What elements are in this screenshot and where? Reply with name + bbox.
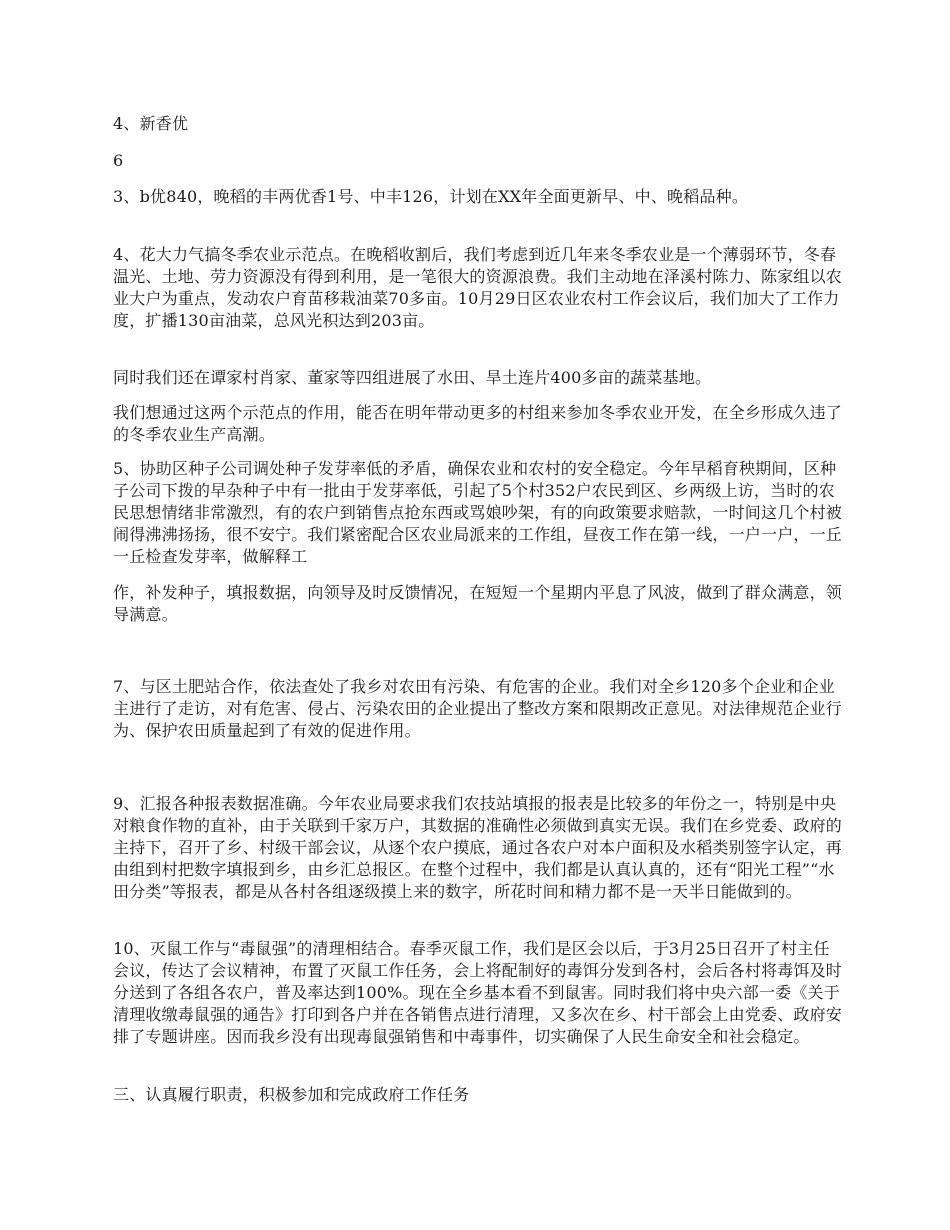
paragraph-rodent-control: 10、灭鼠工作与“毒鼠强”的清理相结合。春季灭鼠工作，我们是区会以后，于3月25日召开了村主任会议，传达了会议精神，布置了灭鼠工作任务，会上将配制好的毒饵分发到各村，会后各村将毒饵及时分送到了各组各农户，普及率达到100%。现在全乡基本看不到鼠害。同时我们将中央六部一委《关于清理收缴毒鼠强的通告》打印到各户并在各销售点进行清理，又多次在乡、村干部会上由党委、政府安排了专题讲座。因而我乡没有出现毒鼠强销售和中毒事件，切实确保了人民生命安全和社会稳定。: [113, 939, 843, 1046]
paragraph-report-accuracy: 9、汇报各种报表数据准确。今年农业局要求我们农技站填报的报表是比较多的年份之一，特别是中央对粮食作物的直补，由于关联到千家万户，其数据的准确性必须做到真实无误。我们在乡党委、政府的主持下，召开了乡、村级干部会议，从逐个农户摸底，通过各农户对本户面积及水稻类别签字认定，再由组到村把数字填报到乡，由乡汇总报区。在整个过程中，我们都是认真认真的，还有“阳光工程”“水田分类”等报表，都是从各村各组逐级摸上来的数字，所花时间和精力都不是一天半日能做到的。: [113, 794, 843, 901]
paragraph-seed-resolution: 作，补发种子，填报数据，向领导及时反馈情况，在短短一个星期内平息了风波，做到了群众满意，领导满意。: [113, 583, 843, 624]
section-heading-duties: 三、认真履行职责，积极参加和完成政府工作任务: [113, 1085, 470, 1104]
page-number: 6: [113, 151, 124, 170]
paragraph-variety-item: 4、新香优: [113, 114, 189, 133]
paragraph-pollution-enterprises: 7、与区土肥站合作，依法查处了我乡对农田有污染、有危害的企业。我们对全乡120多个企业和企业主进行了走访，对有危害、侵占、污染农田的企业提出了整改方案和限期改正意见。对法律规范企业行为、保护农田质量起到了有效的促进作用。: [113, 677, 843, 740]
paragraph-demonstration-goal: 我们想通过这两个示范点的作用，能否在明年带动更多的村组来参加冬季农业开发，在全乡形成久违了的冬季农业生产高潮。: [113, 403, 843, 444]
paragraph-late-rice-varieties: 3、b优840，晚稻的丰两优香1号、中丰126，计划在XX年全面更新早、中、晚稻品种。: [113, 187, 749, 206]
paragraph-vegetable-base: 同时我们还在谭家村肖家、董家等四组进展了水田、旱土连片400多亩的蔬菜基地。: [113, 368, 712, 387]
paragraph-winter-agriculture: 4、花大力气搞冬季农业示范点。在晚稻收割后，我们考虑到近几年来冬季农业是一个薄弱环节，冬春温光、土地、劳力资源没有得到利用，是一笔很大的资源浪费。我们主动地在泽溪村陈力、陈家组以农业大户为重点，发动农户育苗移栽油菜70多亩。10月29日区农业农村工作会议后，我们加大了工作力度，扩播130亩油菜，总风光积达到203亩。: [113, 245, 843, 330]
paragraph-seed-germination: 5、协助区种子公司调处种子发芽率低的矛盾，确保农业和农村的安全稳定。今年早稻育秧期间，区种子公司下拨的早杂种子中有一批由于发芽率低，引起了5个村352户农民到区、乡两级上访，当时的农民思想情绪非常激烈，有的农户到销售点抢东西或骂娘吵架，有的向政策要求赔款，一时间这几个村被闹得沸沸扬扬，很不安宁。我们紧密配合区农业局派来的工作组，昼夜工作在第一线，一户一户，一丘一丘检查发芽率，做解释工: [113, 459, 843, 566]
